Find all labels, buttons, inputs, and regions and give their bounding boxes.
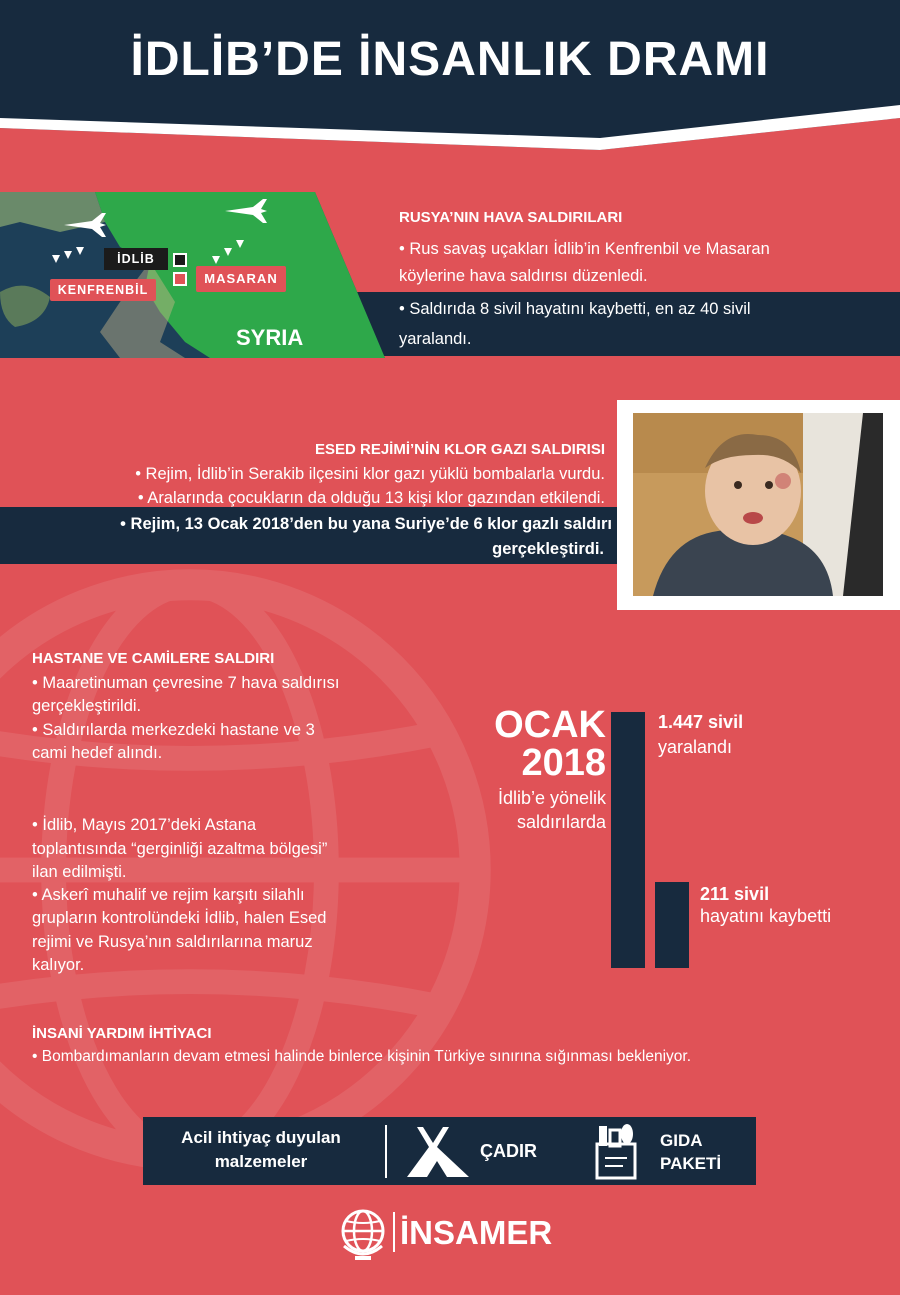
stats-subtitle-line1: İdlib’e yönelik: [497, 788, 606, 808]
section1-line4: yaralandı.: [399, 330, 472, 348]
section2-line1: • Rejim, İdlib’in Serakib ilçesini klor gazı yüklü bombalarla vurdu.: [135, 465, 605, 483]
masaran-marker: [173, 272, 187, 286]
tent-icon: [405, 1125, 471, 1179]
food-label-line2: PAKETİ: [660, 1154, 722, 1173]
footer-logo-text: İNSAMER: [400, 1214, 553, 1251]
section3-line1: • Maaretinuman çevresine 7 hava saldırısı: [32, 674, 340, 692]
needs-label-line1: Acil ihtiyaç duyulan: [181, 1128, 341, 1147]
section2-heading: ESED REJİMİ’NİN KLOR GAZI SALDIRISI: [314, 441, 605, 458]
section4-line7: kalıyor.: [32, 956, 85, 974]
page-title: İDLİB’DE İNSANLIK DRAMI: [130, 33, 770, 86]
insamer-globe-logo-icon: [338, 1206, 388, 1262]
section4-line3: ilan edilmişti.: [32, 863, 127, 881]
section2-line2: • Aralarında çocukların da olduğu 13 kişi klor gazından etkilendi.: [137, 489, 605, 507]
map-label-kenfrenbil: KENFRENBİL: [50, 279, 156, 301]
idlib-marker: [173, 253, 187, 267]
plane-icon: [62, 207, 106, 243]
section4-line6: rejimi ve Rusya’nın saldırılarına maruz: [32, 933, 313, 951]
stats-bar-killed: [655, 882, 689, 968]
section3-line3: • Saldırılarda merkezdeki hastane ve 3: [32, 721, 315, 739]
plane-icon: [223, 193, 267, 229]
killed-value: 211 sivil: [700, 884, 770, 904]
stats-bar-injured: [611, 712, 645, 968]
needs-label-line2: malzemeler: [214, 1152, 308, 1171]
map-label-syria: SYRIA: [236, 325, 304, 350]
section1-line2: köylerine hava saldırısı düzenledi.: [399, 267, 648, 285]
injured-label: yaralandı: [658, 737, 733, 757]
killed-label: hayatını kaybetti: [700, 906, 832, 926]
section4-line2: toplantısında “gerginliği azaltma bölgesi”: [32, 840, 328, 858]
section1-line1: • Rus savaş uçakları İdlib’in Kenfrenbil ve Masaran: [399, 240, 770, 258]
section1-line3: • Saldırıda 8 sivil hayatını kaybetti, en az 40 sivil: [399, 300, 751, 318]
section3-line4: cami hedef alındı.: [32, 744, 163, 762]
section5-heading: İNSANİ YARDIM İHTİYACI: [32, 1025, 212, 1042]
map-image: [0, 192, 385, 358]
section1-heading: RUSYA’NIN HAVA SALDIRILARI: [399, 209, 623, 226]
section4-line5: grupların kontrolündeki İdlib, halen Esed: [32, 909, 327, 927]
stats-title-month: OCAK: [494, 704, 606, 746]
food-label-line1: GIDA: [660, 1131, 703, 1150]
bomb-markers-icon: [50, 245, 90, 271]
section2-line3: • Rejim, 13 Ocak 2018’den bu yana Suriye’de 6 klor gazlı saldırı: [120, 515, 612, 533]
injured-value: 1.447 sivil: [658, 712, 744, 732]
section4-line1: • İdlib, Mayıs 2017’deki Astana: [32, 816, 257, 834]
section5-line1: • Bombardımanların devam etmesi halinde binlerce kişinin Türkiye sınırına sığınması bekleniyor.: [32, 1048, 692, 1065]
section2-line4: gerçekleştirdi.: [492, 540, 604, 558]
needs-divider: [385, 1125, 387, 1178]
stats-title-year: 2018: [521, 742, 606, 784]
map-label-idlib: İDLİB: [104, 248, 168, 270]
map-label-masaran: MASARAN: [196, 266, 286, 292]
logo-divider: [393, 1212, 395, 1252]
section4-line4: • Askerî muhalif ve rejim karşıtı silahlı: [32, 886, 305, 904]
food-package-icon: [593, 1122, 639, 1180]
stats-subtitle-line2: saldırılarda: [516, 812, 606, 832]
tent-label: ÇADIR: [480, 1141, 537, 1161]
bomb-markers-icon: [210, 238, 250, 268]
section3-line2: gerçekleştirildi.: [32, 697, 142, 715]
section3-heading: HASTANE VE CAMİLERE SALDIRI: [32, 650, 275, 667]
child-photo: [633, 413, 883, 596]
